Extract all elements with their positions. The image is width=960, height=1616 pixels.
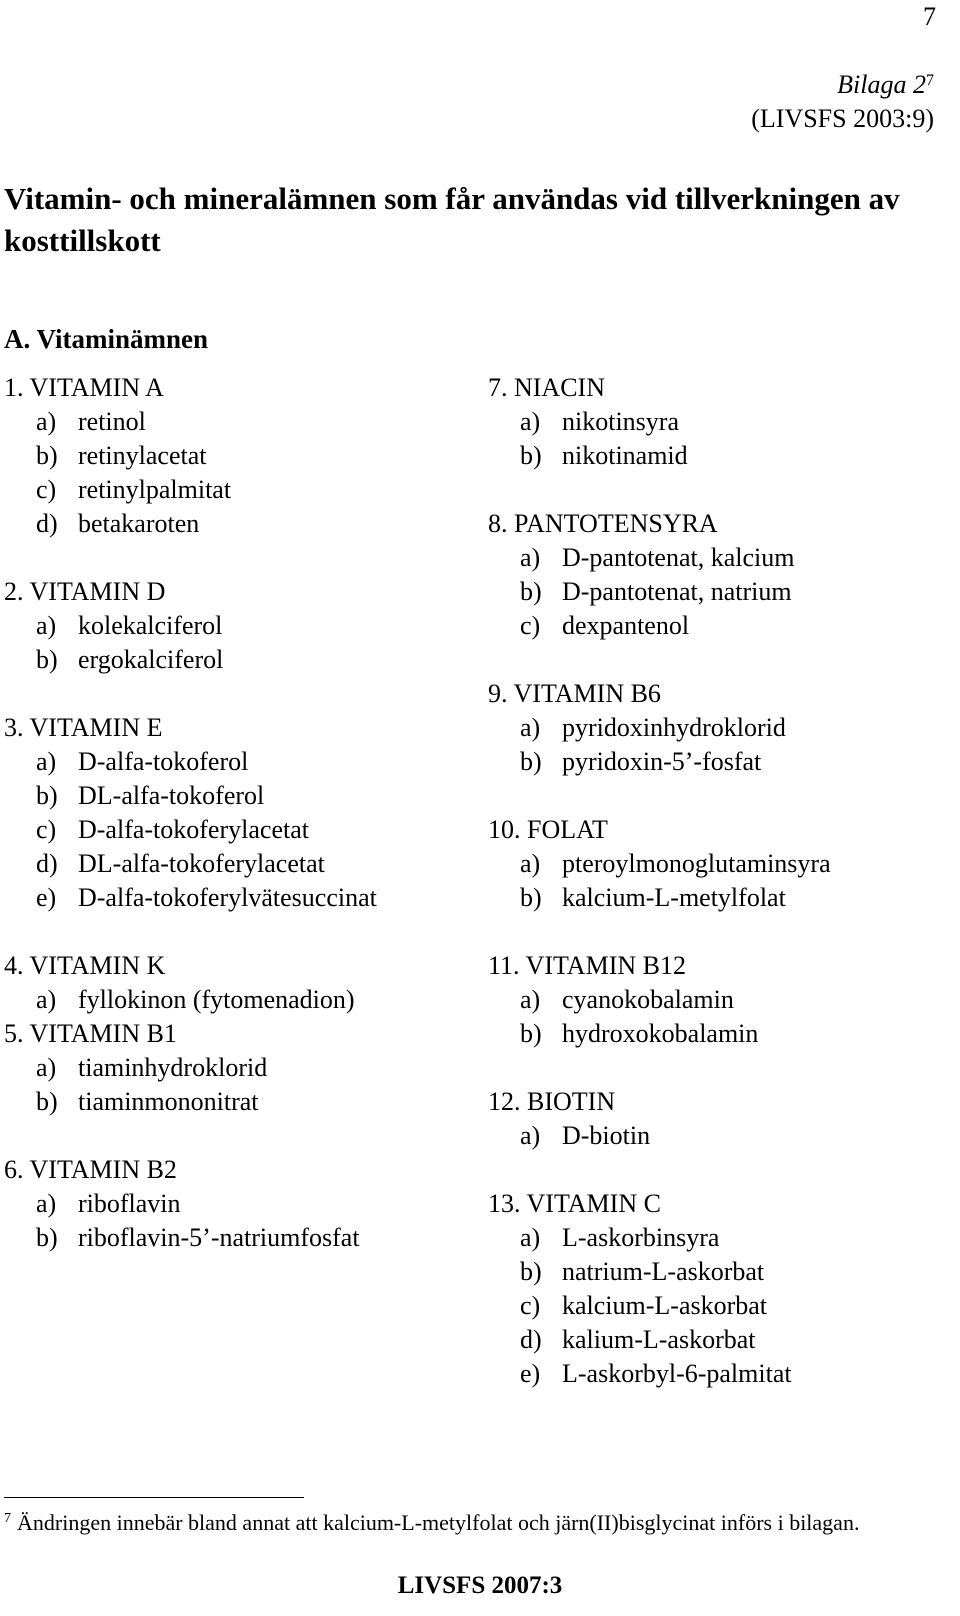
list-item — [4, 813, 377, 847]
list-item — [4, 779, 377, 813]
item-letter: d) — [36, 849, 58, 878]
vitamin-group — [488, 677, 831, 779]
item-text: riboflavin-5’-natriumfosfat — [78, 1223, 360, 1252]
group-title: 11. VITAMIN B12 — [488, 951, 686, 980]
item-text: kalium-L-askorbat — [562, 1325, 756, 1354]
item-text: dexpantenol — [562, 611, 690, 640]
item-text: nikotinamid — [562, 441, 688, 470]
footnote-marker: 7 — [4, 1511, 11, 1526]
item-letter: b) — [520, 577, 542, 606]
item-text: kalcium-L-metylfolat — [562, 883, 786, 912]
item-letter: a) — [520, 849, 541, 878]
item-letter: d) — [520, 1325, 542, 1354]
item-text: L-askorbinsyra — [562, 1223, 720, 1252]
item-text: tiaminmononitrat — [78, 1087, 259, 1116]
footnote-divider — [4, 1497, 304, 1498]
item-letter: a) — [520, 407, 541, 436]
item-letter: b) — [36, 1223, 58, 1252]
group-title: 8. PANTOTENSYRA — [488, 509, 718, 538]
page-number: 7 — [923, 2, 936, 31]
group-title: 7. NIACIN — [488, 373, 605, 402]
item-text: D-biotin — [562, 1121, 651, 1150]
list-item — [4, 1051, 377, 1085]
item-letter: a) — [520, 713, 541, 742]
list-item — [4, 405, 377, 439]
item-text: retinylpalmitat — [78, 475, 232, 504]
group-title: 4. VITAMIN K — [4, 951, 166, 980]
item-letter: b) — [520, 441, 542, 470]
list-item — [488, 1289, 831, 1323]
item-letter: b) — [36, 781, 58, 810]
list-item — [4, 643, 377, 677]
vitamin-group — [488, 507, 831, 643]
annex-footnote-ref: 7 — [926, 72, 934, 89]
vitamin-group — [488, 1187, 831, 1391]
item-letter: a) — [36, 1053, 57, 1082]
item-text: pyridoxinhydroklorid — [562, 713, 786, 742]
list-item — [488, 575, 831, 609]
footnote-text: Ändringen innebär bland annat att kalcium-L-metylfolat och järn(II)bisglycinat införs i bilagan. — [17, 1510, 860, 1535]
item-text: D-pantotenat, natrium — [562, 577, 792, 606]
item-text: nikotinsyra — [562, 407, 679, 436]
item-letter: c) — [36, 815, 57, 844]
vitamin-group — [4, 1017, 377, 1119]
item-text: D-alfa-tokoferylacetat — [78, 815, 309, 844]
list-item — [488, 609, 831, 643]
item-text: fyllokinon (fytomenadion) — [78, 985, 355, 1014]
list-item — [488, 745, 831, 779]
list-item — [488, 1119, 831, 1153]
item-text: ergokalciferol — [78, 645, 224, 674]
item-letter: b) — [520, 883, 542, 912]
list-item — [4, 847, 377, 881]
item-text: riboflavin — [78, 1189, 181, 1218]
group-title: 9. VITAMIN B6 — [488, 679, 661, 708]
item-letter: e) — [36, 883, 57, 912]
item-letter: c) — [520, 1291, 541, 1320]
annex-label: Bilaga 2 — [837, 70, 926, 99]
item-text: DL-alfa-tokoferylacetat — [78, 849, 325, 878]
item-letter: a) — [36, 1189, 57, 1218]
item-letter: c) — [520, 611, 541, 640]
list-item — [488, 881, 831, 915]
item-text: pyridoxin-5’-fosfat — [562, 747, 762, 776]
annex-header — [751, 64, 934, 136]
regulation-ref: (LIVSFS 2003:9) — [751, 104, 934, 133]
item-letter: a) — [520, 985, 541, 1014]
list-item — [488, 983, 831, 1017]
vitamin-group — [488, 371, 831, 473]
item-text: pteroylmonoglutaminsyra — [562, 849, 831, 878]
list-item — [488, 1221, 831, 1255]
item-text: cyanokobalamin — [562, 985, 734, 1014]
item-letter: d) — [36, 509, 58, 538]
list-item — [4, 507, 377, 541]
list-item — [488, 405, 831, 439]
list-item — [4, 439, 377, 473]
item-text: kalcium-L-askorbat — [562, 1291, 768, 1320]
item-text: kolekalciferol — [78, 611, 223, 640]
footnote — [4, 1510, 859, 1536]
list-item — [488, 847, 831, 881]
item-text: DL-alfa-tokoferol — [78, 781, 265, 810]
item-letter: e) — [520, 1359, 541, 1388]
list-item — [488, 1017, 831, 1051]
item-letter: b) — [36, 441, 58, 470]
vitamin-group — [4, 1153, 377, 1255]
list-item — [488, 1357, 831, 1391]
list-item — [488, 541, 831, 575]
item-letter: b) — [520, 747, 542, 776]
vitamin-group — [4, 575, 377, 677]
vitamin-group — [488, 813, 831, 915]
group-title: 1. VITAMIN A — [4, 373, 164, 402]
group-title: 2. VITAMIN D — [4, 577, 166, 606]
list-item — [488, 1323, 831, 1357]
item-letter: a) — [520, 543, 541, 572]
item-text: L-askorbyl-6-palmitat — [562, 1359, 792, 1388]
item-text: D-alfa-tokoferol — [78, 747, 249, 776]
vitamin-group — [488, 949, 831, 1051]
section-heading: A. Vitaminämnen — [4, 324, 209, 354]
item-letter: c) — [36, 475, 57, 504]
item-text: natrium-L-askorbat — [562, 1257, 765, 1286]
item-text: retinol — [78, 407, 146, 436]
group-title: 10. FOLAT — [488, 815, 608, 844]
item-letter: a) — [36, 407, 57, 436]
list-item — [4, 473, 377, 507]
list-item — [4, 1221, 377, 1255]
item-letter: a) — [36, 985, 57, 1014]
item-text: hydroxokobalamin — [562, 1019, 759, 1048]
group-title: 12. BIOTIN — [488, 1087, 616, 1116]
list-item — [4, 881, 377, 915]
list-item — [488, 711, 831, 745]
vitamin-group — [4, 949, 377, 1017]
list-item — [488, 1255, 831, 1289]
group-title: 5. VITAMIN B1 — [4, 1019, 177, 1048]
item-letter: b) — [520, 1019, 542, 1048]
vitamin-group — [4, 711, 377, 915]
item-letter: b) — [520, 1257, 542, 1286]
list-item — [4, 745, 377, 779]
list-item — [4, 983, 377, 1017]
page-footer: LIVSFS 2007:3 — [397, 1572, 563, 1599]
group-title: 6. VITAMIN B2 — [4, 1155, 177, 1184]
item-letter: a) — [36, 611, 57, 640]
item-text: betakaroten — [78, 509, 200, 538]
right-column — [488, 371, 831, 1425]
item-text: D-alfa-tokoferylvätesuccinat — [78, 883, 377, 912]
document-title: Vitamin- och mineralämnen som får användas vid tillverkningen av kosttillskott — [4, 181, 900, 258]
list-item — [488, 439, 831, 473]
left-column — [4, 371, 377, 1289]
item-letter: a) — [520, 1223, 541, 1252]
item-letter: b) — [36, 645, 58, 674]
item-letter: a) — [520, 1121, 541, 1150]
group-title: 3. VITAMIN E — [4, 713, 163, 742]
annex-label-line — [751, 64, 934, 102]
vitamin-group — [4, 371, 377, 541]
vitamin-group — [488, 1085, 831, 1153]
list-item — [4, 609, 377, 643]
item-letter: b) — [36, 1087, 58, 1116]
item-text: retinylacetat — [78, 441, 207, 470]
group-title: 13. VITAMIN C — [488, 1189, 661, 1218]
list-item — [4, 1187, 377, 1221]
item-text: tiaminhydroklorid — [78, 1053, 268, 1082]
list-item — [4, 1085, 377, 1119]
item-text: D-pantotenat, kalcium — [562, 543, 795, 572]
item-letter: a) — [36, 747, 57, 776]
